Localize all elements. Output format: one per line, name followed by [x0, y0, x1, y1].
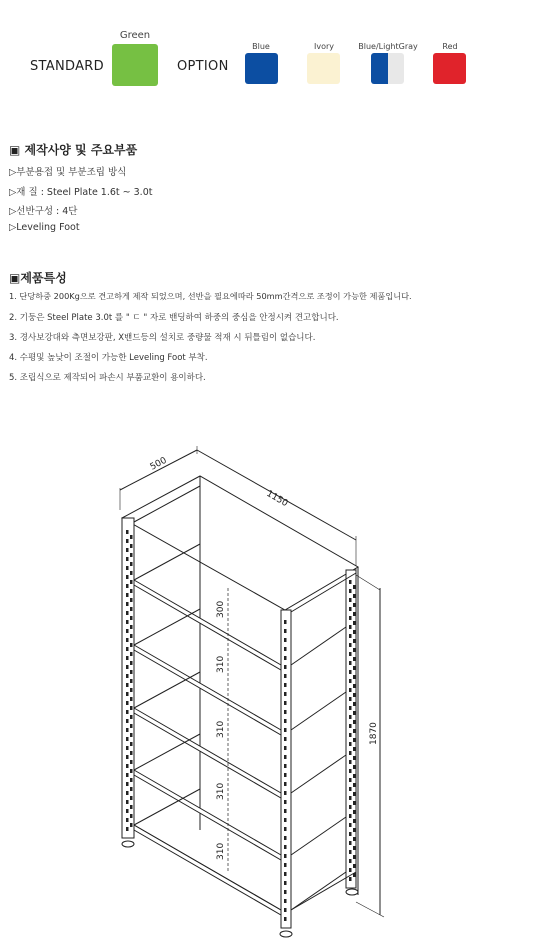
feature-item: 3. 경사보강대와 측면보강판, X밴드등의 설치로 중량물 적재 시 뒤틀림이 없습니다. [9, 333, 316, 343]
shelf-side-edge [291, 627, 346, 665]
post-hole [130, 814, 133, 818]
post-hole [130, 535, 133, 539]
post-hole [126, 710, 129, 714]
post-hole [130, 616, 133, 620]
shelf-gap-label: 310 [216, 782, 226, 800]
swatch-green [112, 44, 158, 86]
post-hole [349, 670, 352, 674]
post-hole [130, 724, 133, 728]
height-dimension: 1870 [369, 722, 379, 745]
post-hole [284, 701, 287, 705]
post-hole [130, 625, 133, 629]
post-hole [349, 580, 352, 584]
post-hole [353, 630, 356, 634]
post-hole [349, 652, 352, 656]
post-hole [126, 782, 129, 786]
post-hole [349, 688, 352, 692]
swatch-label-ivory: Ivory [313, 42, 334, 51]
post-hole [353, 702, 356, 706]
post-hole [126, 539, 129, 543]
post-hole [130, 805, 133, 809]
post-hole [284, 638, 287, 642]
feature-item: 1. 단당하중 200Kg으로 견고하게 제작 되었으며, 선반을 필요에따라 50mm간격으로 조정이 가능한 제품입니다. [9, 291, 412, 301]
post-hole [126, 548, 129, 552]
post-hole [126, 683, 129, 687]
post-hole [349, 733, 352, 737]
post-hole [284, 782, 287, 786]
post-hole [353, 666, 356, 670]
post-hole [130, 670, 133, 674]
feature-item: 5. 조립식으로 제작되어 파손시 부품교환이 용이하다. [9, 373, 206, 383]
post-hole [130, 697, 133, 701]
post-hole [130, 652, 133, 656]
post-hole [126, 647, 129, 651]
post-hole [126, 557, 129, 561]
post-hole [130, 571, 133, 575]
standard-label: STANDARD [30, 59, 104, 74]
post-hole [353, 837, 356, 841]
post-hole [126, 665, 129, 669]
post-hole [353, 801, 356, 805]
post-hole [349, 841, 352, 845]
shelf-edge [134, 825, 281, 915]
post-hole [353, 720, 356, 724]
post-hole [284, 755, 287, 759]
post-hole [349, 814, 352, 818]
post-hole [126, 530, 129, 534]
post-hole [349, 589, 352, 593]
post-hole [284, 836, 287, 840]
post-hole [126, 566, 129, 570]
post-hole [353, 765, 356, 769]
shelf-gap-label: 310 [216, 655, 226, 673]
post-hole [130, 742, 133, 746]
post-hole [126, 656, 129, 660]
post-hole [126, 827, 129, 831]
post-hole [126, 629, 129, 633]
post-hole [349, 760, 352, 764]
post-hole [284, 863, 287, 867]
post-hole [130, 598, 133, 602]
swatch-blue-lightgray [371, 53, 404, 84]
post-hole [349, 607, 352, 611]
post-hole [349, 850, 352, 854]
width-dimension: 1150 [264, 488, 290, 510]
post-hole [126, 818, 129, 822]
post-hole [284, 890, 287, 894]
shelf-side-edge [291, 872, 346, 910]
post-hole [284, 674, 287, 678]
post-hole [130, 544, 133, 548]
spec-line: ▷Leveling Foot [9, 222, 80, 233]
post-hole [126, 593, 129, 597]
post-hole [130, 607, 133, 611]
post-hole [130, 769, 133, 773]
post-hole [353, 639, 356, 643]
post-hole [353, 828, 356, 832]
option-label: OPTION [177, 59, 229, 74]
post-hole [130, 679, 133, 683]
post-hole [284, 746, 287, 750]
spec-line: ▷부분용접 및 부분조립 방식 [9, 167, 127, 178]
post-hole [126, 773, 129, 777]
post-hole [130, 589, 133, 593]
shelf-drawing [0, 440, 548, 945]
depth-dimension: 500 [148, 455, 169, 473]
post-hole [130, 778, 133, 782]
post-hole [349, 715, 352, 719]
post-hole [349, 796, 352, 800]
post-hole [353, 594, 356, 598]
spec-line: ▷선반구성 : 4단 [9, 206, 78, 217]
swatch-red [433, 53, 466, 84]
post-hole [284, 917, 287, 921]
post-hole [349, 823, 352, 827]
post-hole [130, 823, 133, 827]
post-hole [284, 818, 287, 822]
post-hole [284, 827, 287, 831]
post-hole [349, 868, 352, 872]
post-hole [284, 845, 287, 849]
post-hole [353, 711, 356, 715]
post-hole [353, 792, 356, 796]
post-hole [349, 742, 352, 746]
post-hole [353, 648, 356, 652]
post-hole [284, 872, 287, 876]
post-hole [353, 675, 356, 679]
post-hole [349, 769, 352, 773]
post-hole [130, 787, 133, 791]
shelf-side-edge [291, 817, 346, 855]
post-hole [130, 733, 133, 737]
post-hole [126, 602, 129, 606]
post-hole [284, 647, 287, 651]
post-hole [353, 810, 356, 814]
post-hole [126, 674, 129, 678]
post-hole [126, 638, 129, 642]
post-hole [126, 791, 129, 795]
shelf-back-edge [134, 734, 200, 770]
post-hole [126, 575, 129, 579]
post-hole [353, 846, 356, 850]
post-hole [349, 778, 352, 782]
shelf-back-edge [134, 609, 200, 645]
post-hole [349, 634, 352, 638]
post-hole [349, 751, 352, 755]
post-hole [130, 796, 133, 800]
shelf-back-edge [134, 544, 200, 580]
post-hole [130, 562, 133, 566]
post-hole [284, 737, 287, 741]
post-hole [284, 854, 287, 858]
post-hole [130, 715, 133, 719]
post-hole [126, 701, 129, 705]
post-hole [353, 603, 356, 607]
swatch-label-blue: Blue [252, 42, 270, 51]
post-hole [353, 729, 356, 733]
post-hole [353, 621, 356, 625]
shelf-gap-label: 300 [216, 600, 226, 618]
post-hole [284, 773, 287, 777]
post-hole [284, 809, 287, 813]
post-hole [353, 819, 356, 823]
post-hole [284, 764, 287, 768]
post-hole [130, 760, 133, 764]
post-hole [349, 787, 352, 791]
post-hole [126, 584, 129, 588]
post-hole [126, 764, 129, 768]
post-hole [349, 724, 352, 728]
post-hole [130, 643, 133, 647]
specs-title: ▣ 제작사양 및 주요부품 [9, 143, 138, 157]
post-hole [284, 656, 287, 660]
post-hole [349, 706, 352, 710]
post-hole [353, 855, 356, 859]
post-hole [353, 585, 356, 589]
post-hole [126, 692, 129, 696]
features-title: ▣제품특성 [9, 271, 67, 285]
post-hole [284, 791, 287, 795]
spec-line: ▷재 질 : Steel Plate 1.6t ~ 3.0t [9, 187, 153, 198]
swatch-label-red: Red [442, 42, 458, 51]
post-hole [284, 800, 287, 804]
post-hole [126, 755, 129, 759]
post-hole [284, 719, 287, 723]
feature-item: 2. 기둥은 Steel Plate 3.0t 를 " ㄷ " 자로 밴딩하여 하중의 중심을 안정시켜 견고합니다. [9, 313, 339, 323]
post-hole [353, 747, 356, 751]
post-hole [349, 625, 352, 629]
post-hole [349, 616, 352, 620]
post-hole [126, 620, 129, 624]
post-hole [349, 643, 352, 647]
post-hole [130, 751, 133, 755]
post-hole [130, 634, 133, 638]
feature-item: 4. 수평및 높낮이 조절이 가능한 Leveling Foot 부착. [9, 353, 208, 363]
post-hole [353, 873, 356, 877]
post-hole [353, 738, 356, 742]
post-hole [349, 832, 352, 836]
post-hole [126, 611, 129, 615]
post-hole [353, 693, 356, 697]
post-hole [353, 684, 356, 688]
post-hole [353, 657, 356, 661]
shelf-side-edge [291, 755, 346, 793]
post-hole [284, 692, 287, 696]
shelf-back-edge [134, 672, 200, 708]
post-hole [126, 746, 129, 750]
post-hole [284, 710, 287, 714]
post-hole [349, 877, 352, 881]
post-hole [349, 661, 352, 665]
shelf-gap-label: 310 [216, 842, 226, 860]
post-hole [349, 679, 352, 683]
post-hole [349, 598, 352, 602]
post-hole [284, 899, 287, 903]
post-hole [284, 665, 287, 669]
post-hole [130, 688, 133, 692]
post-hole [353, 864, 356, 868]
post-hole [284, 620, 287, 624]
post-hole [284, 728, 287, 732]
post-hole [130, 661, 133, 665]
post-hole [130, 706, 133, 710]
post-hole [284, 683, 287, 687]
post-hole [349, 859, 352, 863]
post-hole [353, 774, 356, 778]
post-hole [130, 580, 133, 584]
post-hole [349, 805, 352, 809]
post-hole [349, 697, 352, 701]
post-hole [284, 881, 287, 885]
post-hole [353, 783, 356, 787]
post-hole [126, 728, 129, 732]
post-hole [126, 737, 129, 741]
shelf-side-edge [291, 692, 346, 730]
swatch-label-blue-lightgray: Blue/LightGray [358, 42, 418, 51]
post-hole [126, 719, 129, 723]
post-hole [353, 756, 356, 760]
post-hole [126, 800, 129, 804]
post-hole [126, 809, 129, 813]
post-hole [284, 908, 287, 912]
swatch-label-green: Green [119, 30, 151, 41]
shelf-gap-label: 310 [216, 720, 226, 738]
swatch-blue [245, 53, 278, 84]
post-hole [130, 553, 133, 557]
post-hole [353, 612, 356, 616]
post-hole [284, 629, 287, 633]
swatch-ivory [307, 53, 340, 84]
